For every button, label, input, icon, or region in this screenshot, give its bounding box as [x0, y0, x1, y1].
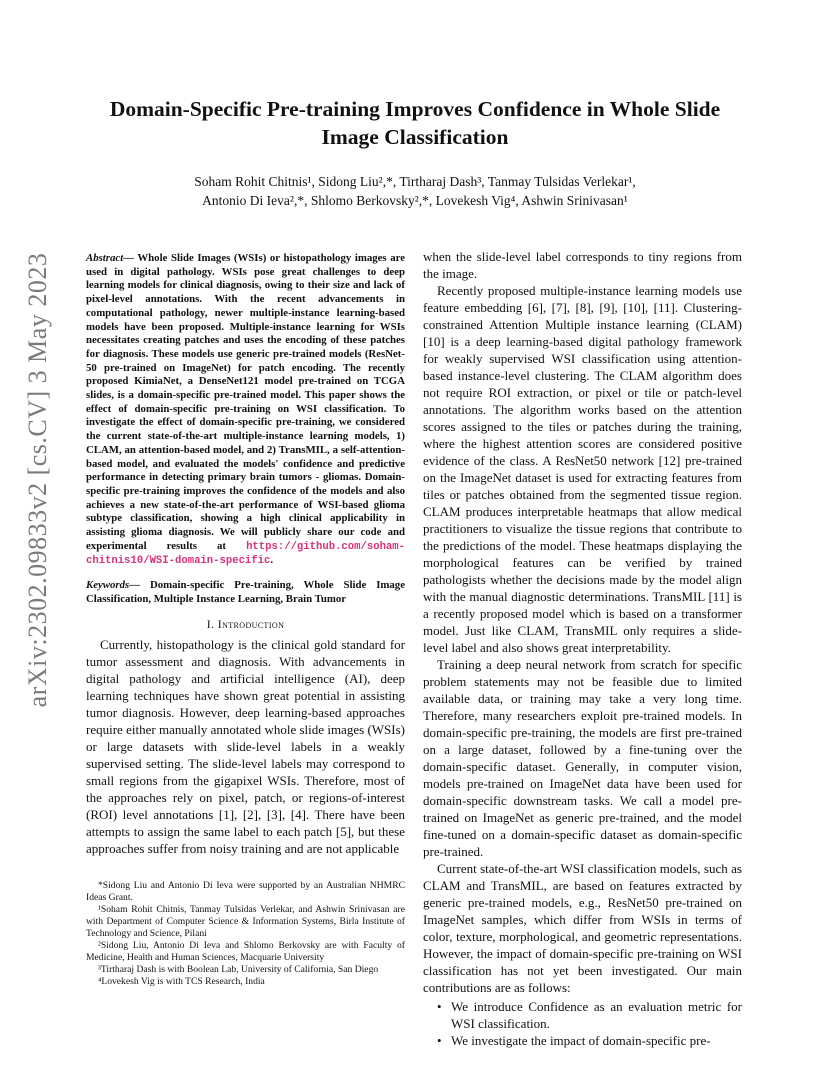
left-column — [86, 252, 405, 857]
right-column — [423, 248, 742, 1049]
right-paragraph-0: when the slide-level label corresponds to tiny regions from the image. — [423, 249, 742, 281]
contributions-list — [423, 998, 742, 1049]
author-list — [90, 172, 740, 210]
footnote-affiliation-2: ²Sidong Liu, Antonio Di Ieva and Shlomo Berkovsky are with Faculty of Medicine, Health and Human Sciences, Macquarie University — [86, 940, 405, 963]
section-heading-introduction: I. Introduction — [206, 616, 285, 631]
bullet-icon: • — [437, 1033, 442, 1048]
contribution-text: We investigate the impact of domain-specific pre- — [451, 1033, 711, 1048]
arxiv-id-text: arXiv:2302.09833v2 [cs.CV] 3 May 2023 — [23, 252, 52, 708]
intro-paragraph-1: Currently, histopathology is the clinical gold standard for tumor assessment and diagnosis. With advancements in digital pathology and artificial intelligence (AI), deep learning techniques have shown great potential in assisting tumor diagnosis. However, deep learning-based approaches require either manually annotated whole slide images (WSIs) or large datasets with slide-level labels in a weakly supervised setting. The slide-level labels may correspond to small regions from the gigapixel WSIs. Therefore, most of the approaches rely on pixel, patch, or regions-of-interest (ROI) level annotations [1], [2], [3], [4]. There have been attempts to assign the same label to each patch [5], but these approaches suffer from noisy training and are not applicable — [86, 636, 405, 856]
footnote-affiliation-4: ⁴Lovekesh Vig is with TCS Research, India — [98, 976, 265, 987]
right-paragraph-2: Training a deep neural network from scratch for specific problem statements may not be feasible due to limited available data, or training may take a very long time. Therefore, many researchers exploit pre-trained models. In domain-specific pre-training, the models are first pre-trained on a large dataset, followed by a fine-tuning over the domain-specific dataset. Generally, in computer vision, models pre-trained on ImageNet data have been used for domain-specific downstream tasks. We call a model pre-trained on ImageNet as generic pre-trained, and the model fine-tuned on a domain-specific dataset as domain-specific pre-trained. — [423, 657, 742, 859]
right-paragraph-3: Current state-of-the-art WSI classification models, such as CLAM and TransMIL, are based on features extracted by generic pre-trained models, e.g., ResNet50 pre-trained on ImageNet samples, which differ from WSIs in terms of color, texture, morphological, and geometric representations. However, the impact of domain-specific pre-training on WSI classification has not yet been investigated. Our main contributions are as follows: — [423, 861, 742, 995]
right-paragraph-1: Recently proposed multiple-instance learning models use feature embedding [6], [7], [8], [9], [10], [11]. Clustering-constrained Attention Multiple instance learning (CLAM) [10] is a deep learning-based digital pathology framework for weakly supervised WSI classification using attention-based instance-level clustering. The CLAM algorithm does not require ROI extraction, or pixel or tile or patch-level annotations. The algorithm works based on the attention scores assigned to the tiles or patches during the training, where the highest attention scores are considered positive evidence of the class. A ResNet50 network [12] pre-trained on the ImageNet dataset is used for extracting features from tiles or patches obtained from the segmented tissue region. CLAM produces interpretable heatmaps that allow medical practitioners to visualize the tissue regions that contribute to the predictions of the model. These heatmaps displaying the morphological features can be verified by trained pathologists whether the decisions made by the model align with the manual diagnostic determinations. TransMIL [11] is a recently proposed model which is based on a transformer model. Just like CLAM, TransMIL only requires a slide-level label and also shows great interpretability. — [423, 283, 742, 655]
authors-line-2: Antonio Di Ieva²,*, Shlomo Berkovsky²,*, Lovekesh Vig⁴, Ashwin Srinivasan¹ — [202, 193, 628, 208]
keywords-text: — Domain-specific Pre-training, Whole Slide Image Classification, Multiple Instance Learning, Brain Tumor — [86, 579, 405, 605]
footnotes — [86, 880, 405, 988]
paper-title: Domain-Specific Pre-training Improves Confidence in Whole Slide Image Classification — [109, 97, 721, 149]
bullet-icon: • — [437, 999, 442, 1014]
keywords-label: Keywords — [86, 579, 130, 592]
authors-line-1: Soham Rohit Chitnis¹, Sidong Liu²,*, Tirtharaj Dash³, Tanmay Tulsidas Verlekar¹, — [194, 174, 636, 189]
code-link[interactable]: https://github.com/soham-chitnis10/WSI-domain-specific — [86, 540, 405, 568]
abstract — [86, 252, 405, 569]
abstract-end: . — [270, 554, 274, 567]
contribution-item — [423, 998, 742, 1032]
abstract-text: — Whole Slide Images (WSIs) or histopathology images are used in digital pathology. WSIs pose great challenges to deep learning models for clinical diagnosis, owing to their size and lack of pixel-level annotations. With the recent advancements in computational pathology, newer multiple-instance learning-based models have been proposed. Multiple-instance learning for WSIs necessitates creating patches and uses the encoding of these patches for diagnosis. These models use generic pre-trained models (ResNet-50 pre-trained on ImageNet) for patch encoding. The recently proposed KimiaNet, a DenseNet121 model pre-trained on TCGA slides, is a domain-specific pre-trained model. This paper shows the effect of domain-specific pre-training on WSI classification. To investigate the effect of domain-specific pre-training, we considered the current state-of-the-art multiple-instance learning models, 1) CLAM, an attention-based model, and 2) TransMIL, a self-attention-based model, and evaluated the models' confidence and predictive performance in detecting primary brain tumors - gliomas. Domain-specific pre-training improves the confidence of the models and also achieves a new state-of-the-art performance of WSI-based glioma subtype classification, showing a high clinical applicability in assisting glioma diagnosis. We will publicly share our code and experimental results at — [86, 252, 405, 552]
contribution-item — [423, 1032, 742, 1049]
footnote-affiliation-1: ¹Soham Rohit Chitnis, Tanmay Tulsidas Verlekar, and Ashwin Srinivasan are with Department of Computer Science & Information Systems, Birla Institute of Technology and Science, Pilani — [86, 904, 405, 939]
abstract-label: Abstract — [86, 252, 124, 264]
footnote-affiliation-3: ³Tirtharaj Dash is with Boolean Lab, University of California, San Diego — [98, 964, 379, 975]
keywords — [86, 579, 405, 606]
contribution-text: We introduce Confidence as an evaluation metric for WSI classification. — [451, 999, 742, 1031]
footnote-funding: *Sidong Liu and Antonio Di Ieva were supported by an Australian NHMRC Ideas Grant. — [86, 880, 405, 903]
